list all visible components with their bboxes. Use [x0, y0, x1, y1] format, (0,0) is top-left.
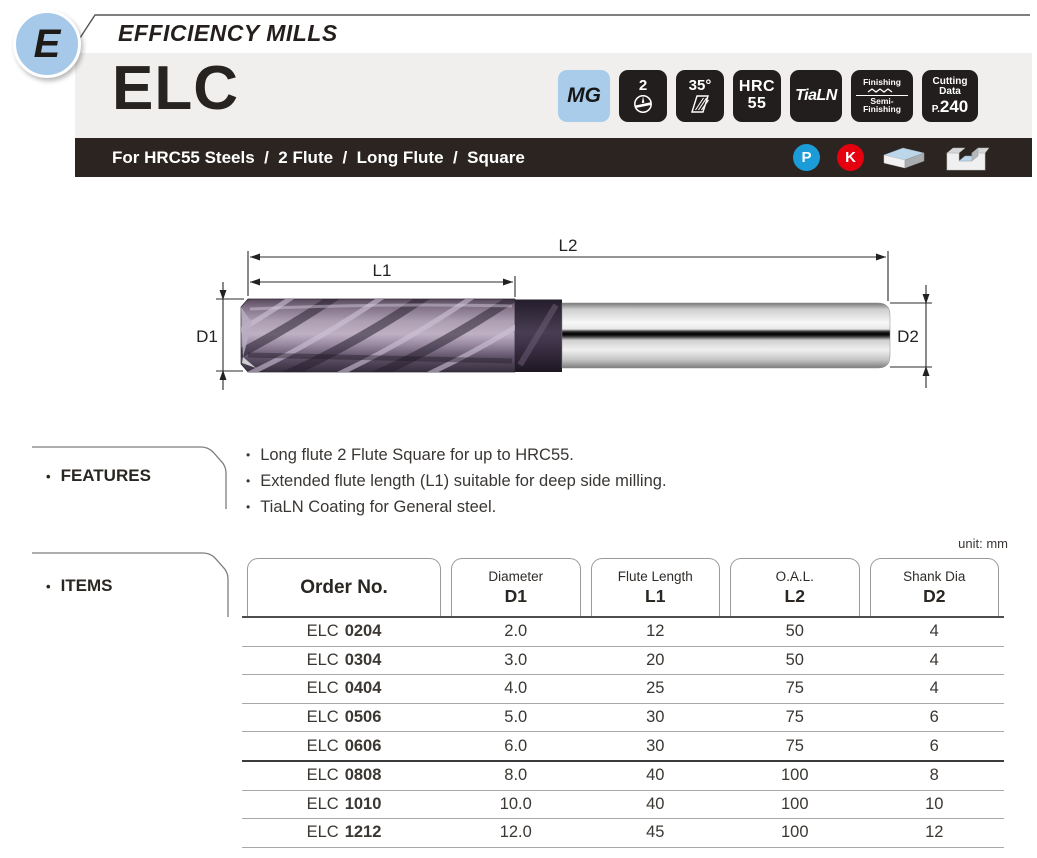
- l2-cell: 50: [785, 650, 804, 669]
- product-code: ELC: [112, 54, 239, 123]
- column-symbol: L1: [645, 585, 666, 606]
- d2-cell: 10: [925, 794, 944, 813]
- hardness-badge: [733, 70, 781, 122]
- l1-cell: 45: [646, 823, 665, 842]
- column-symbol: L2: [784, 585, 805, 606]
- table-row: [242, 675, 1004, 704]
- d1-cell: 8.0: [504, 766, 528, 785]
- feature-item: [246, 468, 667, 494]
- column-header-d1: [451, 558, 581, 616]
- hardness-line2: 55: [747, 95, 767, 112]
- finishing-line2: Semi-: [870, 95, 894, 106]
- d2-cell: 4: [929, 679, 939, 698]
- order-no-cell: [242, 622, 446, 641]
- column-title: Diameter: [488, 568, 544, 584]
- items-table: [242, 558, 1004, 848]
- feature-text: TiaLN Coating for General steel.: [260, 498, 497, 516]
- order-prefix: ELC: [306, 622, 339, 641]
- d1-cell: 5.0: [504, 708, 528, 727]
- d2-cell: 4: [929, 650, 939, 669]
- feature-text: Long flute 2 Flute Square for up to HRC55.: [260, 446, 574, 464]
- d1-cell: 2.0: [504, 622, 528, 641]
- l1-cell: 25: [646, 679, 665, 698]
- order-no-cell: [242, 795, 446, 814]
- column-header-l2: [730, 558, 860, 616]
- two-flute-cross-section-icon: [631, 94, 655, 114]
- bullet-icon: •: [246, 448, 251, 462]
- order-no-cell: [242, 823, 446, 842]
- order-code: 0204: [344, 622, 382, 641]
- series-letter-badge: [13, 10, 81, 78]
- table-row: [242, 704, 1004, 733]
- l1-cell: 30: [646, 708, 665, 727]
- d2-cell: 8: [929, 766, 939, 785]
- d2-cell: 6: [929, 708, 939, 727]
- d1-cell: 12.0: [499, 823, 532, 842]
- series-letter: E: [33, 21, 61, 66]
- order-code: 0304: [344, 650, 382, 669]
- table-header: [242, 558, 1004, 616]
- order-code: 0506: [344, 708, 382, 727]
- cutting-page-prefix: P.: [931, 103, 940, 115]
- helix-angle-icon: [688, 94, 712, 114]
- finishing-wave-icon: [867, 87, 897, 94]
- flute-count: 2: [638, 77, 648, 95]
- features-heading: [46, 466, 151, 486]
- finishing-line3: Finishing: [863, 104, 901, 115]
- features-label: FEATURES: [60, 466, 151, 485]
- l2-cell: 50: [785, 622, 804, 641]
- d2-cell: 6: [929, 736, 939, 755]
- table-row: [242, 647, 1004, 676]
- plate-workpiece-icon: [881, 145, 927, 171]
- order-code: 1010: [344, 794, 382, 813]
- l2-cell: 100: [780, 794, 809, 813]
- order-prefix: ELC: [306, 823, 339, 842]
- slot-block-workpiece-icon: [944, 144, 990, 172]
- cutting-data-badge: [922, 70, 978, 122]
- finishing-line1: Finishing: [863, 76, 901, 87]
- table-row: [242, 819, 1004, 848]
- d1-cell: 4.0: [504, 679, 528, 698]
- l2-cell: 100: [780, 766, 809, 785]
- items-label: ITEMS: [60, 576, 113, 595]
- features-bullet: •: [46, 468, 51, 484]
- d2-cell: 4: [929, 622, 939, 641]
- bullet-icon: •: [246, 474, 251, 488]
- helix-angle-badge: [676, 70, 724, 122]
- material-p-label: P: [801, 149, 812, 166]
- mg-badge: [558, 70, 610, 122]
- d1-cell: 6.0: [504, 736, 528, 755]
- order-prefix: ELC: [306, 736, 339, 755]
- l2-cell: 75: [785, 679, 804, 698]
- order-prefix: ELC: [306, 708, 339, 727]
- table-body: [242, 616, 1004, 848]
- application-bar: [75, 138, 1032, 177]
- l2-cell: 100: [780, 823, 809, 842]
- order-prefix: ELC: [306, 679, 339, 698]
- table-row: [242, 732, 1004, 762]
- l1-cell: 40: [646, 794, 665, 813]
- d1-cell: 10.0: [499, 794, 532, 813]
- unit-label: unit: mm: [958, 536, 1008, 551]
- l1-cell: 40: [646, 766, 665, 785]
- application-line: For HRC55 Steels / 2 Flute / Long Flute / Square: [112, 147, 525, 167]
- coating-badge: [790, 70, 842, 122]
- material-k-label: K: [845, 149, 856, 166]
- order-code: 1212: [344, 823, 382, 842]
- material-k-badge: [837, 144, 864, 171]
- order-no-cell: [242, 708, 446, 727]
- coating-label: TiaLN: [795, 86, 837, 104]
- features-list: [246, 442, 667, 520]
- helix-angle: 35°: [688, 77, 712, 95]
- l2-cell: 75: [785, 708, 804, 727]
- order-prefix: ELC: [306, 794, 339, 813]
- column-title: O.A.L.: [775, 568, 814, 584]
- column-symbol: D2: [923, 585, 946, 606]
- l1-cell: 30: [646, 736, 665, 755]
- feature-item: [246, 442, 667, 468]
- bullet-icon: •: [246, 500, 251, 514]
- d1-cell: 3.0: [504, 650, 528, 669]
- flute-count-badge: [619, 70, 667, 122]
- finishing-badge: [851, 70, 913, 122]
- hardness-line1: HRC: [738, 78, 776, 96]
- table-row: [242, 791, 1004, 820]
- items-heading: [46, 576, 113, 596]
- cutting-line1: Cutting: [932, 75, 968, 87]
- end-mill-illustration: [70, 283, 890, 393]
- items-bullet: •: [46, 578, 51, 594]
- order-no-cell: [242, 651, 446, 670]
- order-no-cell: [242, 737, 446, 756]
- order-prefix: ELC: [306, 650, 339, 669]
- l1-cell: 12: [646, 622, 665, 641]
- order-code: 0404: [344, 679, 382, 698]
- spec-badges: [558, 70, 978, 122]
- d1-label: D1: [196, 327, 218, 346]
- cutting-page: [932, 98, 969, 116]
- order-no-cell: [242, 766, 446, 785]
- l1-cell: 20: [646, 650, 665, 669]
- dimension-drawing: [0, 205, 1037, 405]
- table-row: [242, 618, 1004, 647]
- column-title: Flute Length: [617, 568, 693, 584]
- order-no-cell: [242, 679, 446, 698]
- d2-cell: 12: [925, 823, 944, 842]
- column-header-d2: [870, 558, 1000, 616]
- l2-label: L2: [558, 236, 578, 255]
- series-title: EFFICIENCY MILLS: [118, 20, 338, 46]
- feature-text: Extended flute length (L1) suitable for deep side milling.: [260, 472, 667, 490]
- column-title: Shank Dia: [903, 568, 966, 584]
- column-symbol: D1: [504, 585, 527, 606]
- column-header-l1: [591, 558, 721, 616]
- cutting-page-number: 240: [939, 96, 969, 116]
- order-code: 0606: [344, 736, 382, 755]
- order-prefix: ELC: [306, 766, 339, 785]
- column-header-order-no: [247, 558, 441, 616]
- table-row: [242, 762, 1004, 791]
- d2-label: D2: [897, 327, 919, 346]
- column-title: Order No.: [300, 576, 388, 598]
- material-p-badge: [793, 144, 820, 171]
- cutting-line2: Data: [939, 86, 961, 98]
- mg-label: MG: [567, 83, 601, 107]
- feature-item: [246, 494, 667, 520]
- application-icons: [793, 144, 990, 172]
- order-code: 0808: [344, 766, 382, 785]
- l2-cell: 75: [785, 736, 804, 755]
- l1-label: L1: [372, 261, 392, 280]
